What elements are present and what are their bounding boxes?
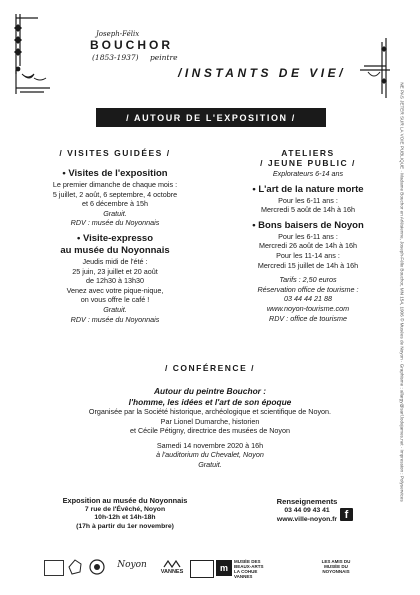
visite-expresso-line: de 12h30 à 13h30 [86, 276, 144, 286]
musees-line2: BEAUX-ARTS [234, 564, 264, 569]
visite-expresso-price: Gratuit. [103, 304, 127, 314]
visite-expresso-line: on vous offre le café ! [80, 295, 150, 305]
exhibition-title: /INSTANTS DE VIE/ [178, 66, 346, 80]
atelier-nature-morte-line: Mercredi 5 août de 14h à 16h [261, 205, 355, 215]
visite-exposition-price: Gratuit. [103, 208, 127, 218]
noyon-logo-text: Noyon [117, 560, 147, 570]
ateliers-reservation: Réservation office de tourisme : [257, 284, 359, 294]
renseignements-title: Renseignements [276, 497, 338, 506]
exposition-hours: 10h-12h et 14h-18h [94, 514, 156, 522]
visite-exposition-rdv: RDV : musée du Noyonnais [70, 218, 160, 228]
conference-place: à l'auditorium du Chevalet, Noyon [156, 450, 264, 460]
conference-speaker-2: et Cécile Pétigny, directrice des musées de Noyon [129, 426, 291, 436]
visite-expresso-heading: • Visite-expresso [76, 232, 154, 244]
corner-ornament-top-left [12, 14, 38, 74]
artist-name: BOUCHOR [90, 38, 173, 52]
ateliers-title-line1: ATELIERS [281, 148, 335, 158]
artist-signature: Joseph-Félix [96, 30, 140, 38]
conference-block [40, 386, 380, 470]
ateliers-tarifs: Tarifs : 2,50 euros [279, 275, 337, 285]
atelier-bons-baisers-line: Mercredi 15 juillet de 14h à 16h [257, 260, 359, 270]
visite-exposition-heading: • Visites de l'exposition [62, 168, 168, 179]
atelier-nature-morte-heading: • L'art de la nature morte [252, 183, 364, 195]
vertical-credits: NE PAS JETER SUR LA VOIE PUBLIQUE · Madame Bouchor en Arlésienne, Joseph-Félix Bouchor, MN 154, 1906 © Musées de Noyon · Graphisme : allargy@sarl.lodejames.net · Impression : Polyservices [399, 82, 405, 502]
conference-date: Samedi 14 novembre 2020 à 16h [156, 440, 264, 450]
artist-dates: (1853-1937) [92, 53, 139, 62]
ateliers-reservation-phone: 03 44 44 21 88 [284, 294, 332, 304]
conference-title: / CONFÉRENCE / [165, 363, 255, 373]
region-logo [66, 558, 84, 576]
exposition-info-title: Exposition au musée du Noyonnais [62, 496, 188, 505]
republique-logo [44, 560, 64, 576]
renseignements-website[interactable]: www.ville-noyon.fr [276, 516, 338, 523]
section-banner-label: / AUTOUR DE L'EXPOSITION / [126, 112, 296, 123]
musees-line1: MUSÉE DES [234, 559, 261, 564]
ville-vannes-logo [190, 560, 214, 578]
visites-title: / VISITES GUIDÉES / [59, 148, 171, 158]
amis-musee-logo [312, 559, 360, 574]
exposition-hours-note: (17h à partir du 1er novembre) [76, 522, 174, 530]
amis-line3: NOYONNAIS [322, 569, 350, 574]
exposition-address: 7 rue de l'Évêché, Noyon [84, 505, 166, 513]
atelier-bons-baisers-line: Mercredi 26 août de 14h à 16h [259, 241, 357, 251]
vannes-logo-mark [163, 560, 181, 568]
renseignements-phone: 03 44 09 43 41 [284, 507, 330, 514]
amis-line1: LES AMIS DU [321, 559, 351, 564]
atelier-bons-baisers-line: Pour les 6-11 ans : [278, 231, 338, 241]
ateliers-column [222, 169, 394, 323]
facebook-glyph: f [344, 509, 349, 521]
ateliers-rdv: RDV : office de tourisme [269, 313, 347, 323]
ateliers-title [222, 148, 394, 168]
noyon-logo [110, 560, 154, 570]
visite-expresso-line: 25 juin, 23 juillet et 20 août [72, 266, 158, 276]
visite-exposition-line: et 6 décembre à 15h [82, 199, 148, 209]
musees-line4: VANNES [234, 574, 253, 579]
exposition-info [40, 497, 210, 531]
conference-talk-subtitle: l'homme, les idées et l'art de son époque [128, 396, 292, 407]
artist-role: peintre [150, 53, 178, 62]
conference-organizer: Organisée par la Société historique, archéologique et scientifique de Noyon. [88, 407, 332, 416]
atelier-bons-baisers-heading: • Bons baisers de Noyon [252, 219, 364, 231]
musees-vannes-logo [234, 559, 274, 579]
ateliers-subtitle: Explorateurs 6-14 ans [272, 169, 344, 178]
musees-line3: LA COHUE [234, 569, 258, 574]
ateliers-website[interactable]: www.noyon-tourisme.com [266, 303, 350, 313]
visites-column [28, 168, 202, 324]
corner-ornament-right [360, 38, 390, 98]
visite-expresso-heading-2: au musée du Noyonnais [60, 244, 170, 256]
conference-price: Gratuit. [198, 459, 222, 469]
visite-expresso-line: Venez avec votre pique-nique, [66, 285, 164, 295]
visite-exposition-line: Le premier dimanche de chaque mois : [52, 180, 178, 189]
renseignements [262, 497, 352, 524]
conference-speaker-1: Par Lionel Dumarche, historien [160, 416, 260, 426]
visite-exposition-line: 5 juillet, 2 août, 6 septembre, 4 octobre [52, 189, 178, 199]
section-banner [96, 108, 326, 127]
corner-ornament-header-left [14, 68, 50, 96]
ateliers-title-line2: / JEUNE PUBLIC / [260, 158, 356, 168]
atelier-nature-morte-line: Pour les 6-11 ans : [278, 195, 338, 205]
atelier-bons-baisers-line: Pour les 11-14 ans : [276, 250, 340, 260]
visite-expresso-line: Jeudis midi de l'été : [82, 256, 148, 266]
visite-expresso-rdv: RDV : musée du Noyonnais [70, 314, 160, 324]
m-logo: m [216, 560, 232, 576]
amis-line2: MUSÉE DU [324, 564, 348, 569]
oise-logo [88, 558, 106, 576]
vannes-logo [158, 560, 186, 575]
vannes-logo-text: VANNES [160, 569, 184, 575]
facebook-icon[interactable] [340, 508, 353, 521]
conference-talk-title: Autour du peintre Bouchor : [153, 386, 267, 396]
